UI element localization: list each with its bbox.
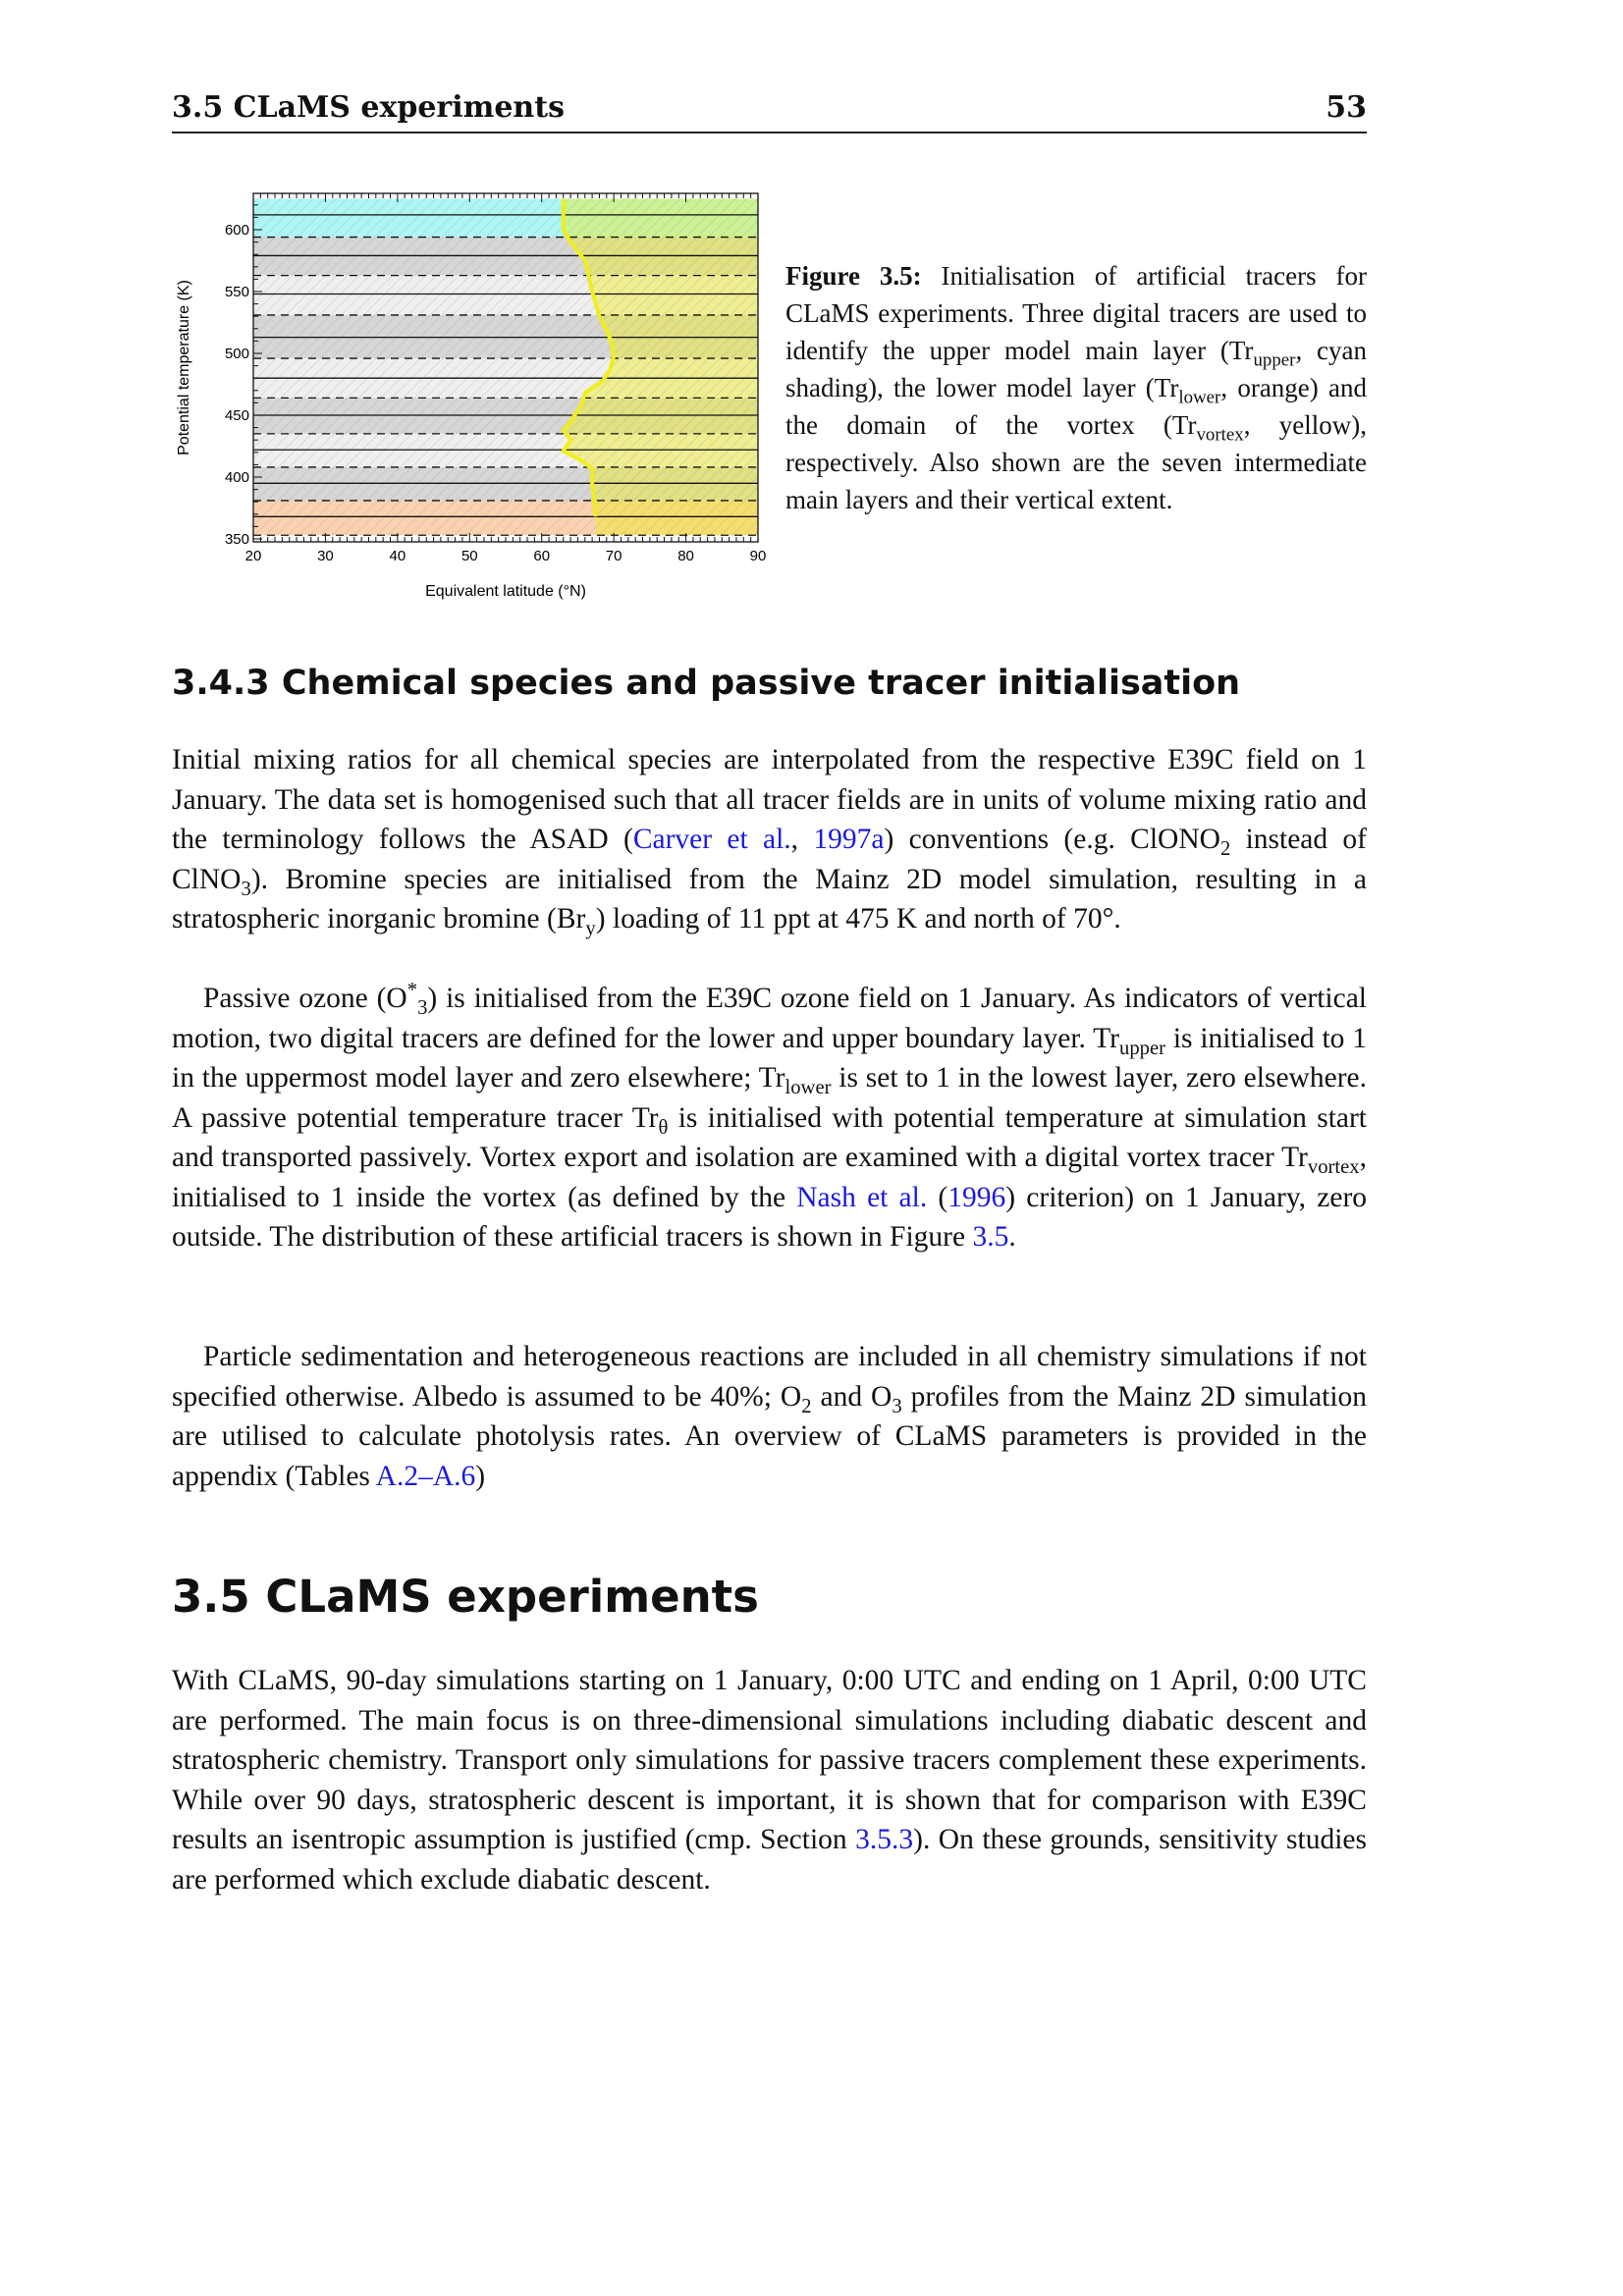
subscript: 2 [801, 1395, 812, 1417]
y-tick-label: 350 [224, 531, 249, 548]
subscript: upper [1119, 1037, 1166, 1059]
x-tick-label: 40 [389, 548, 406, 564]
x-tick-label: 30 [317, 548, 334, 564]
x-tick-label: 60 [533, 548, 551, 564]
figure-caption [785, 257, 1367, 518]
caption-label: Figure 3.5: [785, 261, 922, 291]
citation-link[interactable]: 1996 [947, 1181, 1006, 1213]
header-rule [172, 132, 1367, 133]
y-tick-label: 450 [224, 407, 249, 424]
citation-link[interactable]: Nash et al. [796, 1181, 928, 1213]
text-run: profiles from the Mainz 2D simulation are utilised to calculate photolysis rates. An overview of CLaMS parameters is provided in the appendix (Tables [172, 1380, 1368, 1492]
subscript: lower [1178, 387, 1221, 408]
text-run: is initialised with potential temperature at simulation start and transported passively. Vortex export and isolation are examined with a digital vortex tracer Tr [172, 1101, 1367, 1173]
paragraph [172, 740, 1367, 939]
subscript: vortex [1307, 1155, 1360, 1178]
text-run: Particle sedimentation and heterogeneous reactions are included in all chemistry simulations if not specified otherwise. Albedo is assumed to be 40%; O [172, 1341, 1367, 1413]
x-tick-label: 50 [460, 548, 478, 564]
citation-link[interactable]: 3.5 [972, 1221, 1009, 1253]
superscript: * [406, 980, 418, 1002]
text-run: , cyan shading), the lower model layer (Tr [785, 336, 1368, 402]
hatching [253, 193, 758, 542]
subscript: 3 [417, 996, 428, 1019]
y-tick-label: 500 [224, 346, 249, 362]
text-run: is set to 1 in the lowest layer, zero elsewhere. A passive potential temperature tracer Tr [172, 1062, 1367, 1134]
text-run: ) conventions (e.g. ClONO [884, 824, 1220, 855]
x-tick-label: 70 [605, 548, 622, 564]
page-number: 53 [1325, 90, 1367, 125]
text-run: , yellow), respectively. Also shown are the seven intermediate main layers and their vertical extent. [785, 410, 1367, 514]
paragraph [172, 1661, 1367, 1899]
text-run: ) criterion) on 1 January, zero outside. The distribution of these artificial tracers is shown in Figure [172, 1181, 1368, 1253]
text-run: , initialised to 1 inside the vortex (as defined by the [172, 1142, 1367, 1213]
citation-link[interactable]: 1997a [813, 824, 885, 855]
text-run: ). On these grounds, sensitivity studies are performed which exclude diabatic descent. [172, 1824, 1367, 1896]
subscript: 3 [892, 1395, 902, 1417]
text-run: , [790, 824, 814, 855]
citation-link[interactable]: A.2–A.6 [375, 1460, 476, 1492]
y-tick-label: 600 [224, 222, 249, 239]
citation-link[interactable]: Carver et al. [632, 824, 791, 855]
text-run: , orange) and the domain of the vortex (Tr [785, 373, 1367, 440]
text-run: Passive ozone (O [203, 983, 407, 1014]
x-axis-label: Equivalent latitude (°N) [425, 583, 586, 600]
y-axis-label: Potential temperature (K) [176, 280, 192, 455]
paragraph [172, 1337, 1367, 1496]
header-section: 3.5 CLaMS experiments [172, 90, 565, 125]
text-run: ( [927, 1181, 948, 1213]
text-run: and O [811, 1380, 893, 1413]
subscript: 2 [1219, 837, 1231, 860]
subscript: upper [1253, 349, 1296, 371]
text-run: is initialised to 1 in the uppermost model layer and zero elsewhere; Tr [172, 1022, 1367, 1094]
figure-3-5-chart [157, 177, 776, 618]
subscript: y [585, 917, 596, 939]
subscript: θ [658, 1116, 669, 1139]
text-run: . [1008, 1221, 1016, 1253]
subscript: lower [784, 1076, 832, 1098]
text-run: Initialisation of artificial tracers for CLaMS experiments. Three digital tracers are used to identify the upper model main layer (Tr [785, 261, 1367, 365]
running-header [172, 90, 1367, 125]
x-tick-label: 80 [677, 548, 694, 564]
text-run: ). Bromine species are initialised from the Mainz 2D model simulation, resulting in a stratospheric inorganic bromine (Br [172, 863, 1367, 934]
text-run: ) loading of 11 ppt at 475 K and north of 70°. [595, 903, 1121, 934]
text-run: Initial mixing ratios for all chemical species are interpolated from the respective E39C field on 1 January. The data set is homogenised such that all tracer fields are in units of volume mixing ratio and the terminology follows the ASAD ( [172, 744, 1367, 855]
text-run: With CLaMS, 90-day simulations starting on 1 January, 0:00 UTC and ending on 1 April, 0:00 UTC are performed. The main focus is on three-dimensional simulations including diabatic descent and stratospheric chemistry. Transport only simulations for passive tracers complement these experiments. While over 90 days, stratospheric descent is important, it is shown that for comparison with E39C results an isentropic assumption is justified (cmp. Section [172, 1665, 1367, 1855]
citation-link[interactable]: 3.5.3 [855, 1824, 914, 1855]
y-tick-label: 550 [224, 284, 249, 300]
y-tick-label: 400 [224, 469, 249, 486]
x-tick-label: 90 [749, 548, 767, 564]
x-tick-label: 20 [244, 548, 262, 564]
section-heading-3-5: 3.5 CLaMS experiments [172, 1571, 759, 1623]
text-run: ) is initialised from the E39C ozone field on 1 January. As indicators of vertical motion, two digital tracers are defined for the lower and upper boundary layer. Tr [172, 983, 1367, 1054]
subscript: vortex [1196, 424, 1244, 446]
text-run: ) [475, 1460, 486, 1492]
paragraph [172, 979, 1367, 1257]
section-heading-3-4-3: 3.4.3 Chemical species and passive tracer initialisation [172, 664, 1241, 703]
subscript: 3 [241, 878, 251, 900]
text-run: instead of ClNO [172, 824, 1368, 895]
